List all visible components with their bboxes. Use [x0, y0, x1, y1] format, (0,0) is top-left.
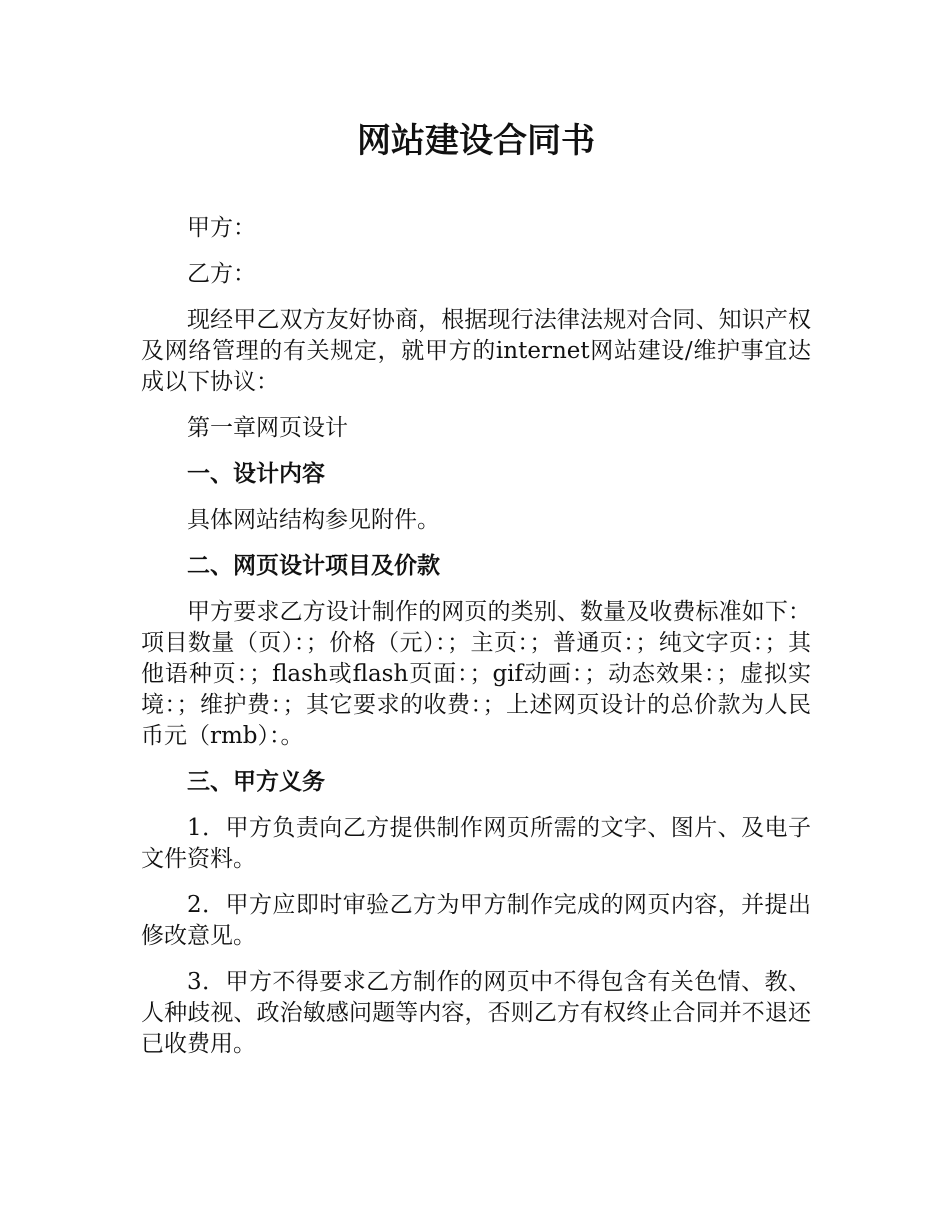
section-body-design-content: 具体网站结构参见附件。: [187, 507, 440, 533]
chapter-heading: 第一章网页设计: [187, 415, 348, 441]
document-body: [141, 115, 811, 1075]
duty-item-1: 1．甲方负责向乙方提供制作网页所需的文字、图片、及电子文件资料。: [141, 815, 811, 872]
section-body-pricing: 甲方要求乙方设计制作的网页的类别、数量及收费标准如下：项目数量（页）：；价格（元）：；主页：；普通页：；纯文字页：；其他语种页：；flash或flash页面：；gif动画：；动态效果：；虚拟实境：；维护费：；其它要求的收费：；上述网页设计的总价款为人民币元（rmb）：。: [141, 599, 811, 749]
section-heading-party-a-duties: 三、甲方义务: [187, 769, 325, 795]
section-heading-pricing: 二、网页设计项目及价款: [187, 553, 440, 579]
duty-item-2: 2．甲方应即时审验乙方为甲方制作完成的网页内容，并提出修改意见。: [141, 892, 811, 949]
party-b-line: 乙方：: [187, 261, 256, 287]
duty-item-3: 3．甲方不得要求乙方制作的网页中不得包含有关色情、教、人种歧视、政治敏感问题等内容，否则乙方有权终止合同并不退还已收费用。: [141, 969, 811, 1057]
document-title: 网站建设合同书: [357, 121, 595, 161]
intro-paragraph: 现经甲乙双方友好协商，根据现行法律法规对合同、知识产权及网络管理的有关规定，就甲方的internet网站建设/维护事宜达成以下协议：: [141, 307, 811, 395]
section-heading-design-content: 一、设计内容: [187, 461, 325, 487]
party-a-line: 甲方：: [187, 215, 256, 241]
